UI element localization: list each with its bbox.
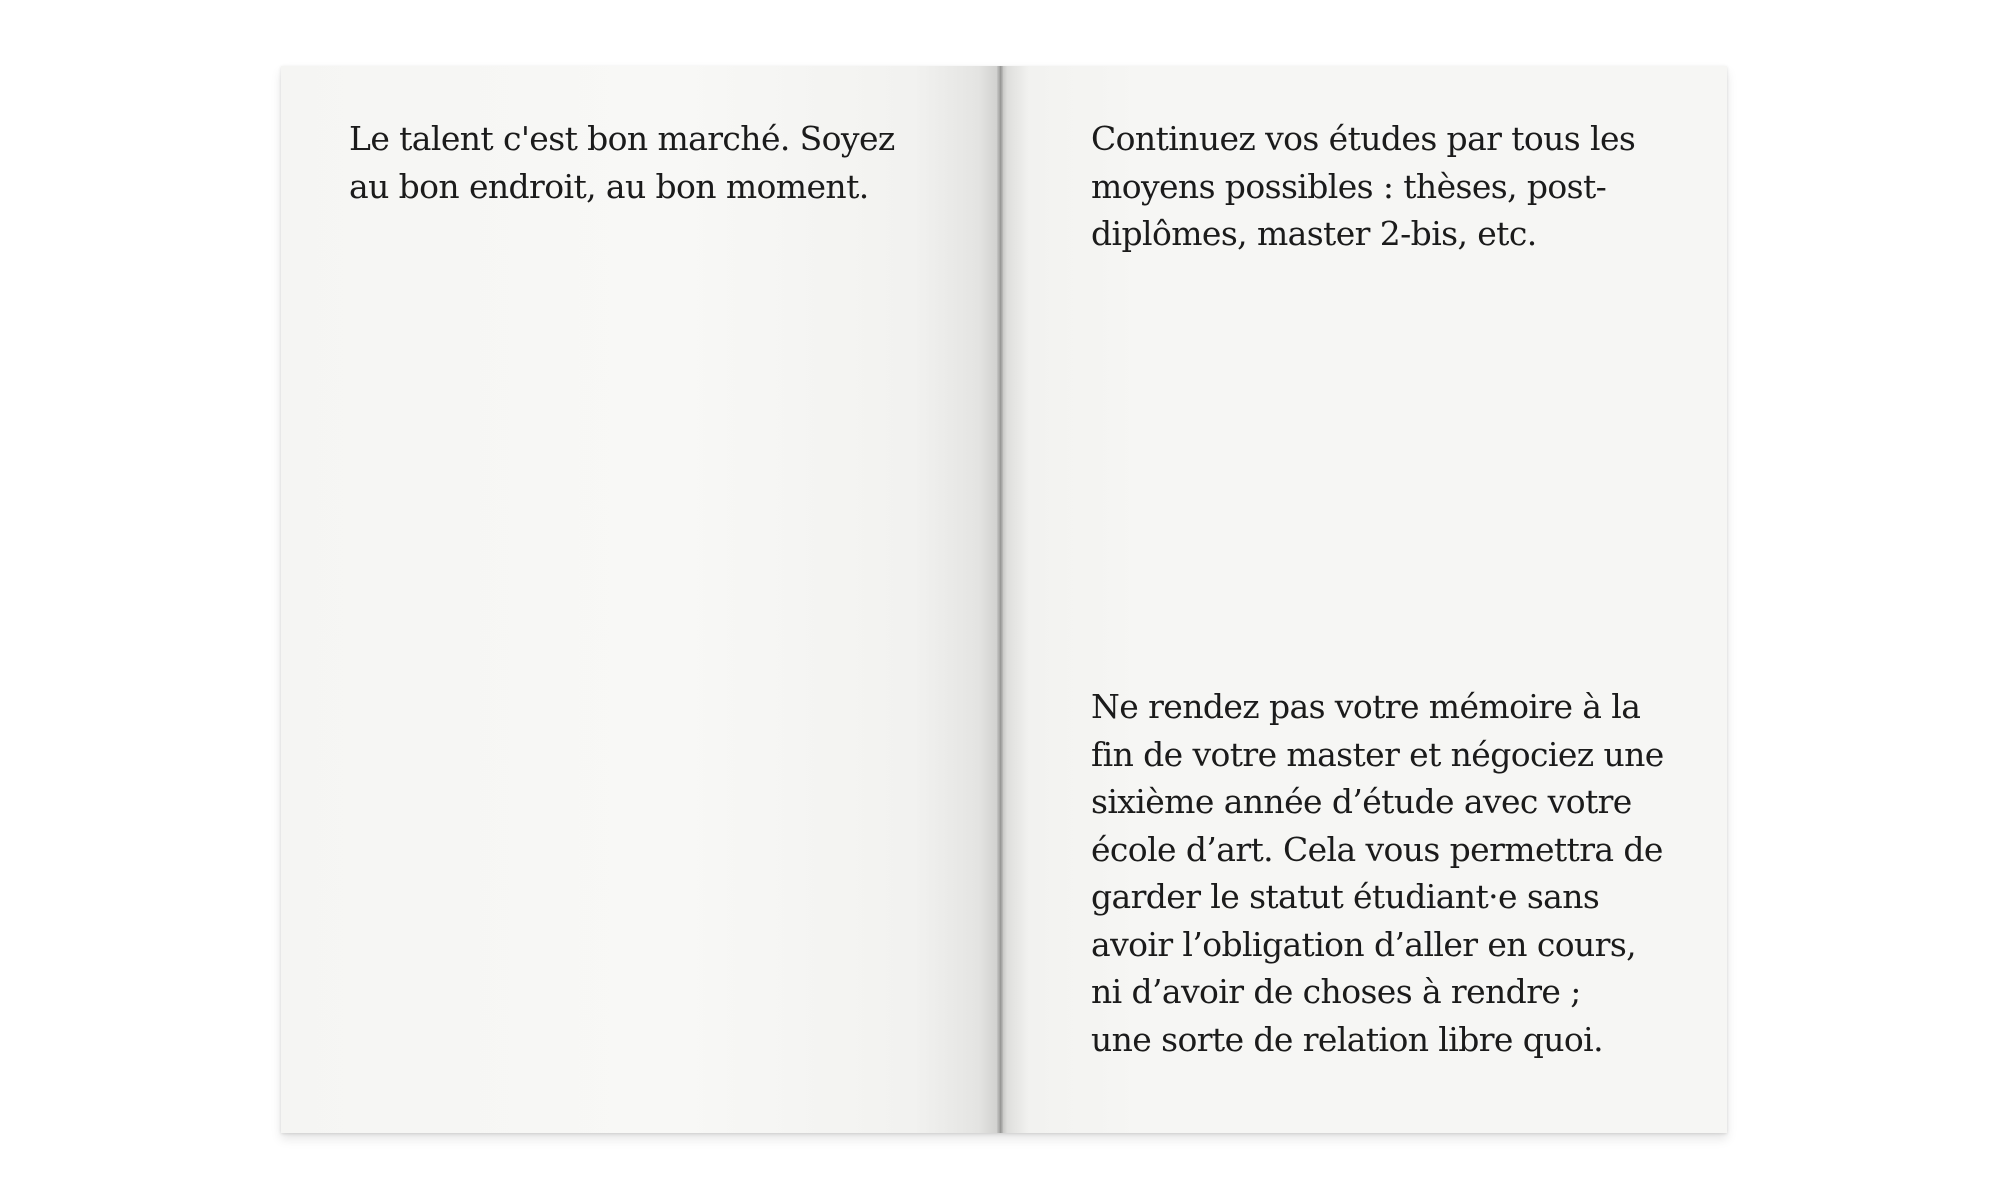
text-line: moyens possibles : thèses, post-	[1091, 166, 1607, 206]
text-line: ni d’avoir de choses à rendre ;	[1091, 972, 1581, 1011]
book-gutter	[997, 66, 1003, 1133]
book-spread	[281, 66, 1727, 1133]
text-line: fin de votre master et négociez une	[1091, 734, 1664, 774]
text-line: Ne rendez pas votre mémoire à la	[1091, 687, 1641, 726]
right-page-top-paragraph	[1091, 115, 1635, 258]
text-line: au bon endroit, au bon moment.	[349, 166, 869, 206]
text-line: école d’art. Cela vous permettra de	[1091, 829, 1663, 869]
text-line: garder le statut étudiant·e sans	[1091, 877, 1600, 916]
left-page	[281, 66, 1000, 1133]
left-page-paragraph	[349, 115, 895, 210]
text-line: Continuez vos études par tous les	[1091, 119, 1636, 158]
right-page	[1000, 66, 1727, 1133]
text-line: avoir l’obligation d’aller en cours,	[1091, 924, 1637, 964]
text-line: sixième année d’étude avec votre	[1091, 782, 1632, 821]
text-line: Le talent c'est bon marché. Soyez	[349, 119, 895, 158]
right-page-bottom-paragraph	[1091, 683, 1664, 1063]
text-line: une sorte de relation libre quoi.	[1091, 1019, 1604, 1059]
text-line: diplômes, master 2-bis, etc.	[1091, 214, 1537, 253]
